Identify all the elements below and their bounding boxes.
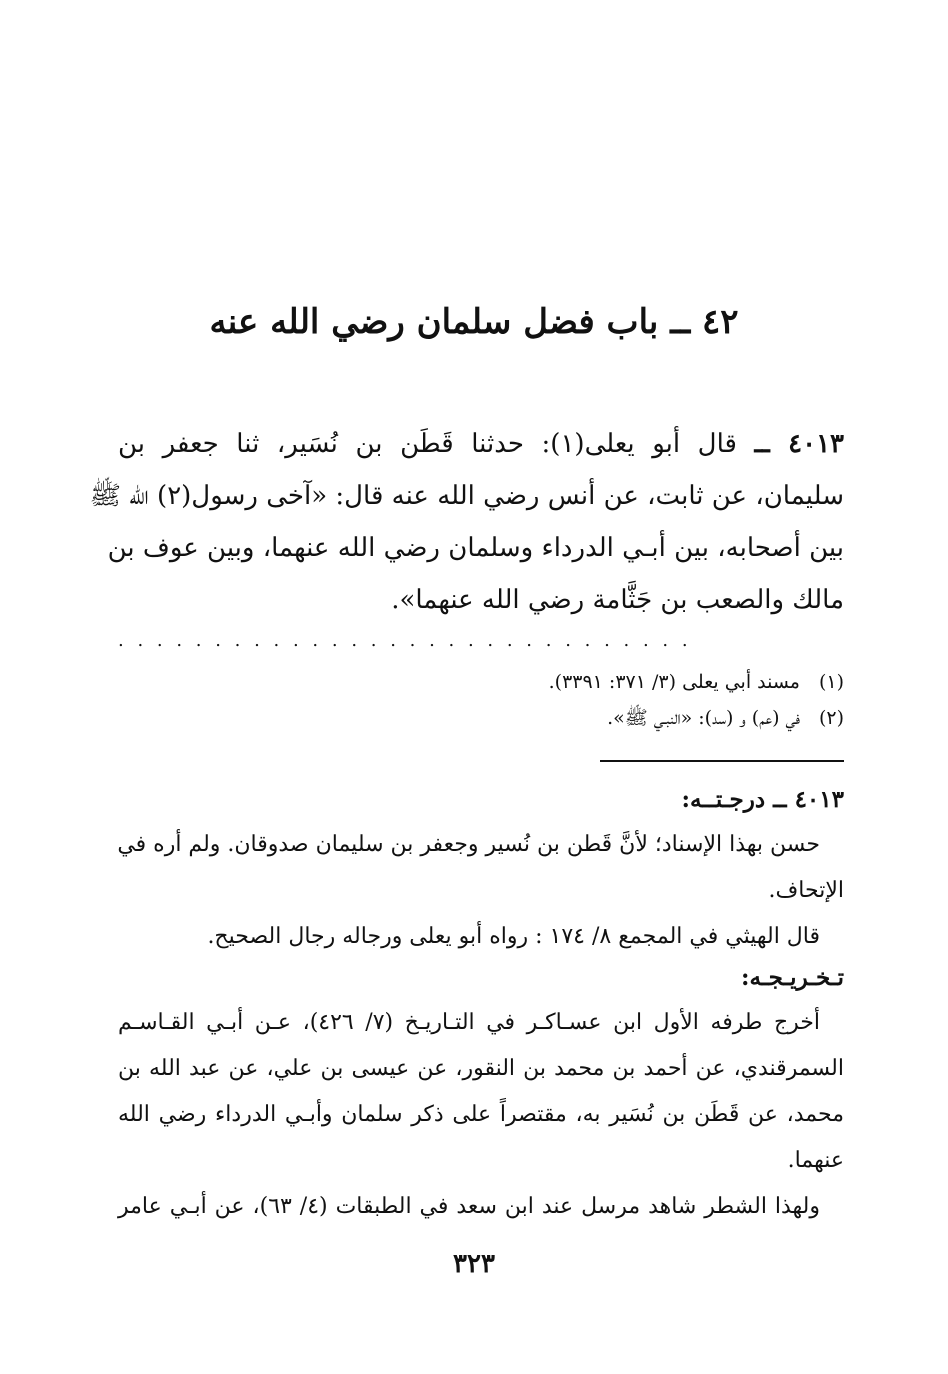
chapter-title: ٤٢ ــ باب فضل سلمان رضي الله عنه bbox=[209, 302, 739, 342]
hadith-line-3: بين أصحابه، بين أبـي الدرداء وسلمان رضي الله عنهما، وبين عوف بن bbox=[107, 533, 844, 563]
takhrij-text bbox=[118, 1000, 844, 1230]
grade-paragraph-1 bbox=[118, 822, 844, 914]
page-number: ٣٢٣ bbox=[453, 1249, 495, 1279]
grade-line-1: حسن بهذا الإسناد؛ لأنَّ قَطن بن نُسير وجعفر بن سليمان صدوقان. ولم أره في bbox=[117, 832, 820, 857]
grade-line-2: الإتحاف. bbox=[768, 878, 844, 903]
takhrij-paragraph-2: ولهذا الشطر شاهد مرسل عند ابن سعد في الطبقات (٤/ ٦٣)، عن أبـي عامر bbox=[118, 1194, 821, 1219]
section-divider bbox=[600, 760, 844, 762]
takhrij-line-3: محمد، عن قَطَن بن نُسَير به، مقتصراً على ذكر سلمان وأبـي الدرداء رضي الله bbox=[118, 1102, 844, 1127]
footnote-2 bbox=[118, 700, 844, 736]
footnote-separator: . . . . . . . . . . . . . . . . . . . . . . . . . . . . . . bbox=[118, 630, 692, 651]
hadith-number: ٤٠١٣ ــ bbox=[754, 429, 844, 459]
hadith-text bbox=[89, 418, 844, 626]
takhrij-line-4: عنهما. bbox=[787, 1148, 844, 1173]
grade-heading: ٤٠١٣ ــ درجـتــه: bbox=[681, 786, 844, 813]
takhrij-paragraph-1 bbox=[118, 1000, 844, 1184]
hadith-line-2: سليمان، عن ثابت، عن أنس رضي الله عنه قال: «آخى رسول(٢) الله ﷺ bbox=[89, 481, 844, 511]
grade-paragraph-2: قال الهيثي في المجمع ٨/ ١٧٤ : رواه أبو يعلى ورجاله رجال الصحيح. bbox=[207, 924, 820, 949]
footnote-number: (١) bbox=[818, 671, 844, 693]
footnote-text: مسند أبي يعلى (٣/ ٣٧١: ٣٣٩١). bbox=[548, 671, 800, 693]
hadith-line-4: مالك والصعب بن جَثَّامة رضي الله عنهما». bbox=[391, 585, 844, 615]
hadith-line-1: ٤٠١٣ ــ قال أبو يعلى(١): حدثنا قَطَن بن نُسَير، ثنا جعفر بن bbox=[118, 429, 844, 459]
grade-text bbox=[118, 822, 844, 960]
takhrij-line-1: أخرج طرفه الأول ابن عسـاكـر في التـاريـخ (٧/ ٤٢٦)، عـن أبـي القـاسـم bbox=[118, 1010, 821, 1035]
takhrij-heading: تـخـريـجـه: bbox=[741, 964, 844, 991]
footnote-1 bbox=[118, 664, 844, 700]
footnote-number: (٢) bbox=[818, 707, 844, 729]
footnotes bbox=[118, 664, 844, 736]
takhrij-line-2: السمرقندي، عن أحمد بن محمد بن النقور، عن عيسى بن علي، عن عبد الله بن bbox=[118, 1056, 844, 1081]
footnote-text: في (عم) و (سد): «النبـي ﷺ». bbox=[607, 707, 800, 729]
